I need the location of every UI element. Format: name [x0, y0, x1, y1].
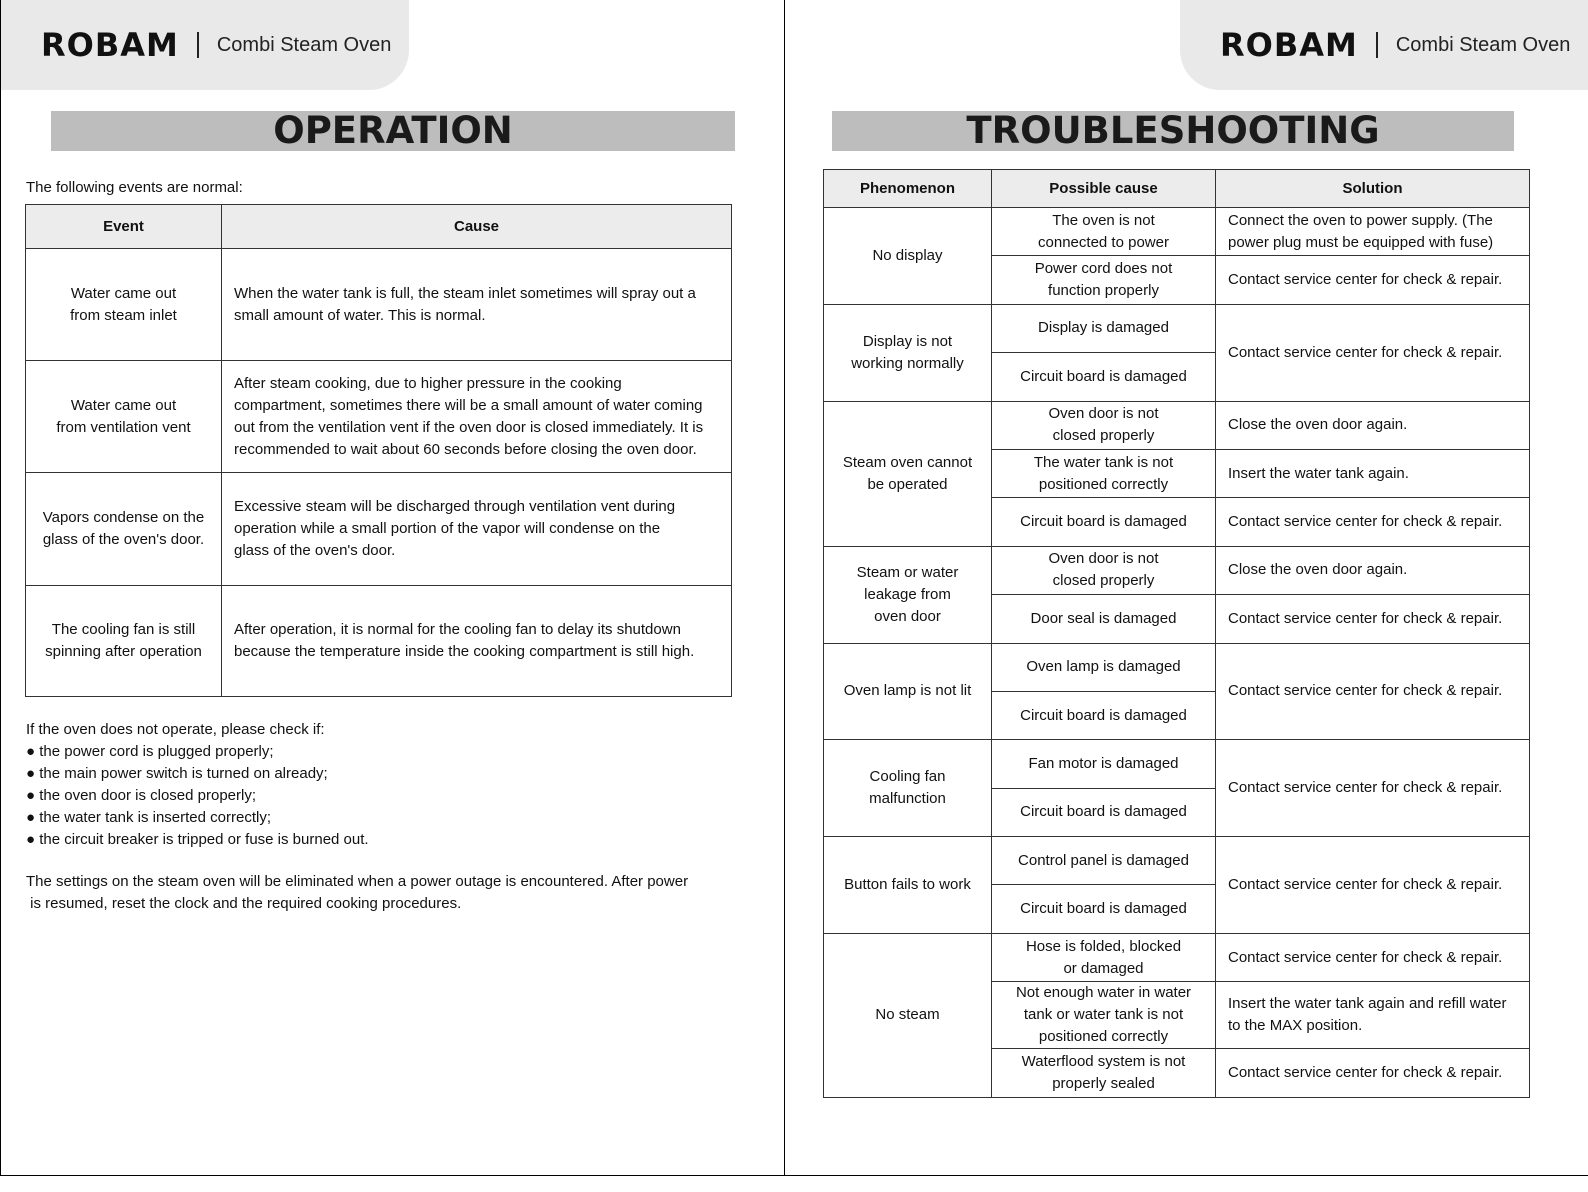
event-cell	[26, 361, 222, 473]
possible-cause-cell-line: tank or water tank is not	[1023, 1006, 1184, 1024]
event-cell	[26, 586, 222, 697]
possible-cause-cell-line: positioned correctly	[1038, 1028, 1169, 1046]
header-divider	[1376, 32, 1378, 58]
brand-logo: ROBAM	[41, 26, 179, 64]
possible-cause-cell-line: properly sealed	[1052, 1074, 1155, 1092]
operation-title: OPERATION	[51, 111, 735, 151]
checklist-item: ● the circuit breaker is tripped or fuse is burned out.	[26, 831, 369, 848]
phenomenon-cell	[824, 304, 992, 401]
phenomenon-cell	[824, 401, 992, 546]
troubleshooting-title: TROUBLESHOOTING	[832, 111, 1514, 151]
header-solution: Solution	[1216, 170, 1530, 208]
solution-cell-line: Contact service center for check & repair.	[1228, 779, 1503, 797]
event-cell-line: from steam inlet	[70, 306, 177, 324]
possible-cause-cell-line: or damaged	[1063, 959, 1144, 977]
table-row	[824, 208, 1530, 256]
solution-cell	[1216, 256, 1530, 304]
phenomenon-cell-line: leakage from	[864, 585, 951, 603]
possible-cause-cell	[992, 788, 1216, 836]
possible-cause-cell	[992, 498, 1216, 546]
solution-cell-line: Contact service center for check & repair.	[1228, 682, 1503, 700]
header-divider	[197, 32, 199, 58]
header-cause: Cause	[222, 205, 732, 249]
phenomenon-cell-line: malfunction	[869, 790, 946, 808]
cause-cell-line: After steam cooking, due to higher pressure in the cooking	[234, 374, 622, 392]
solution-cell	[1216, 933, 1530, 981]
phenomenon-cell	[824, 546, 992, 643]
solution-cell-line: Connect the oven to power supply. (The	[1228, 211, 1493, 229]
possible-cause-cell-line: Door seal is damaged	[1030, 609, 1177, 627]
power-outage-note	[26, 871, 688, 915]
possible-cause-cell-line: Oven door is not	[1048, 405, 1159, 423]
possible-cause-cell	[992, 449, 1216, 497]
cause-cell-line: operation while a small portion of the vapor will condense on the	[234, 520, 661, 537]
table-row	[824, 740, 1530, 788]
solution-cell-line: Contact service center for check & repair.	[1228, 609, 1503, 627]
possible-cause-cell-line: Circuit board is damaged	[1020, 706, 1187, 724]
phenomenon-cell-line: be operated	[867, 475, 948, 493]
cause-cell-line: compartment, sometimes there will be a small amount of water coming	[234, 396, 703, 414]
phenomenon-cell-line: No display	[872, 246, 943, 264]
header-tab-left	[1, 0, 409, 90]
phenomenon-cell-line: Oven lamp is not lit	[843, 682, 972, 700]
possible-cause-cell-line: function properly	[1048, 282, 1159, 300]
header-phenomenon: Phenomenon	[824, 170, 992, 208]
possible-cause-cell	[992, 933, 1216, 981]
possible-cause-cell-line: Oven lamp is damaged	[1026, 658, 1181, 676]
possible-cause-cell	[992, 837, 1216, 885]
possible-cause-cell	[992, 208, 1216, 256]
solution-cell-line: Contact service center for check & repair.	[1228, 343, 1503, 361]
solution-cell-line: Contact service center for check & repair.	[1228, 513, 1503, 531]
possible-cause-cell	[992, 1049, 1216, 1097]
solution-cell	[1216, 449, 1530, 497]
event-cell	[26, 473, 222, 586]
possible-cause-cell-line: Circuit board is damaged	[1020, 367, 1187, 385]
cause-cell-line: out from the ventilation vent if the oven door is closed immediately. It is	[234, 418, 704, 436]
checklist-item: ● the oven door is closed properly;	[26, 787, 257, 804]
solution-cell-line: Insert the water tank again.	[1228, 464, 1409, 482]
table-row	[824, 643, 1530, 691]
possible-cause-cell	[992, 982, 1216, 1049]
note-line: is resumed, reset the clock and the required cooking procedures.	[26, 895, 462, 912]
solution-cell	[1216, 498, 1530, 546]
event-cell-line: from ventilation vent	[56, 418, 191, 436]
solution-cell	[1216, 982, 1530, 1049]
possible-cause-cell	[992, 401, 1216, 449]
solution-cell-line: to the MAX position.	[1228, 1017, 1363, 1035]
solution-cell-line: Contact service center for check & repair.	[1228, 271, 1503, 289]
possible-cause-cell	[992, 256, 1216, 304]
solution-cell-line: Close the oven door again.	[1228, 416, 1408, 434]
solution-cell-line: Contact service center for check & repair.	[1228, 875, 1503, 893]
event-cell-line: The cooling fan is still	[51, 621, 196, 638]
phenomenon-cell-line: working normally	[851, 354, 964, 372]
cause-cell	[222, 473, 732, 586]
event-cell-line: spinning after operation	[45, 643, 202, 660]
possible-cause-cell-line: Circuit board is damaged	[1020, 513, 1187, 531]
possible-cause-cell-line: Circuit board is damaged	[1020, 803, 1187, 821]
solution-cell-line: Contact service center for check & repair.	[1228, 948, 1503, 966]
right-page	[784, 0, 1588, 1176]
phenomenon-cell-line: Display is not	[862, 332, 953, 350]
solution-cell	[1216, 643, 1530, 740]
possible-cause-cell-line: Oven door is not	[1048, 550, 1159, 568]
operation-intro: The following events are normal:	[26, 179, 243, 196]
solution-cell-line: Close the oven door again.	[1228, 561, 1408, 579]
cause-cell	[222, 586, 732, 697]
cause-cell-line: small amount of water. This is normal.	[234, 306, 486, 324]
header-possible-cause: Possible cause	[992, 170, 1216, 208]
possible-cause-cell-line: The oven is not	[1052, 211, 1155, 229]
cause-cell-line: Excessive steam will be discharged through ventilation vent during	[234, 498, 676, 515]
possible-cause-cell-line: positioned correctly	[1038, 475, 1169, 493]
event-cell	[26, 249, 222, 361]
event-cell-line: Vapors condense on the	[42, 509, 205, 526]
cause-cell-line: recommended to wait about 60 seconds before closing the oven door.	[234, 440, 697, 458]
phenomenon-cell-line: Button fails to work	[844, 875, 971, 893]
solution-cell-line: Insert the water tank again and refill water	[1228, 995, 1507, 1013]
possible-cause-cell	[992, 643, 1216, 691]
header-event: Event	[26, 205, 222, 249]
possible-cause-cell-line: Fan motor is damaged	[1028, 754, 1179, 772]
phenomenon-cell-line: Cooling fan	[869, 768, 946, 786]
solution-cell	[1216, 740, 1530, 837]
checklist-item: ● the main power switch is turned on already;	[26, 765, 328, 782]
possible-cause-cell	[992, 691, 1216, 739]
checklist-item: ● the power cord is plugged properly;	[26, 743, 274, 760]
possible-cause-cell-line: Waterflood system is not	[1021, 1052, 1186, 1070]
events-table	[25, 204, 732, 697]
event-cell-line: Water came out	[70, 284, 177, 302]
possible-cause-cell-line: Not enough water in water	[1015, 984, 1192, 1002]
solution-cell	[1216, 595, 1530, 643]
table-row	[26, 473, 732, 586]
possible-cause-cell-line: Circuit board is damaged	[1020, 900, 1187, 918]
solution-cell	[1216, 1049, 1530, 1097]
checklist-intro: If the oven does not operate, please check if:	[26, 721, 325, 738]
cause-cell-line: because the temperature inside the cooking compartment is still high.	[234, 643, 695, 660]
checklist-item: ● the water tank is inserted correctly;	[26, 809, 271, 826]
left-page	[0, 0, 784, 1176]
table-row	[26, 586, 732, 697]
product-name: Combi Steam Oven	[216, 33, 392, 56]
solution-cell-line: Contact service center for check & repair.	[1228, 1063, 1503, 1081]
possible-cause-cell	[992, 885, 1216, 933]
table-row	[824, 304, 1530, 352]
possible-cause-cell	[992, 740, 1216, 788]
possible-cause-cell-line: Display is damaged	[1038, 319, 1169, 337]
header-tab-right	[1180, 0, 1588, 90]
phenomenon-cell-line: oven door	[874, 607, 941, 625]
event-cell-line: Water came out	[70, 396, 177, 414]
checklist	[26, 719, 369, 851]
table-row	[26, 361, 732, 473]
possible-cause-cell-line: Control panel is damaged	[1018, 851, 1189, 869]
phenomenon-cell	[824, 933, 992, 1097]
solution-cell	[1216, 401, 1530, 449]
possible-cause-cell-line: closed properly	[1052, 427, 1155, 445]
phenomenon-cell	[824, 740, 992, 837]
solution-cell	[1216, 304, 1530, 401]
solution-cell	[1216, 208, 1530, 256]
solution-cell-line: power plug must be equipped with fuse)	[1228, 233, 1494, 251]
phenomenon-cell-line: Steam oven cannot	[842, 453, 973, 471]
cause-cell	[222, 361, 732, 473]
cause-cell	[222, 249, 732, 361]
table-row	[26, 249, 732, 361]
brand-logo: ROBAM	[1220, 26, 1358, 64]
phenomenon-cell	[824, 837, 992, 934]
table-row	[824, 933, 1530, 981]
note-line: The settings on the steam oven will be eliminated when a power outage is encountered. After power	[26, 873, 689, 890]
possible-cause-cell-line: connected to power	[1038, 233, 1169, 251]
phenomenon-cell	[824, 643, 992, 740]
troubleshooting-table	[823, 169, 1530, 1098]
possible-cause-cell-line: Power cord does not	[1034, 260, 1173, 278]
cause-cell-line: glass of the oven's door.	[234, 542, 396, 559]
cause-cell-line: When the water tank is full, the steam inlet sometimes will spray out a	[234, 284, 696, 302]
phenomenon-cell	[824, 208, 992, 305]
possible-cause-cell	[992, 304, 1216, 352]
possible-cause-cell	[992, 546, 1216, 594]
table-row	[824, 546, 1530, 594]
table-row	[824, 837, 1530, 885]
solution-cell	[1216, 546, 1530, 594]
possible-cause-cell-line: The water tank is not	[1033, 453, 1174, 471]
phenomenon-cell-line: Steam or water	[856, 563, 959, 581]
possible-cause-cell	[992, 353, 1216, 401]
event-cell-line: glass of the oven's door.	[42, 531, 205, 548]
cause-cell-line: After operation, it is normal for the cooling fan to delay its shutdown	[234, 621, 681, 638]
possible-cause-cell-line: Hose is folded, blocked	[1025, 937, 1182, 955]
table-row	[824, 401, 1530, 449]
possible-cause-cell	[992, 595, 1216, 643]
possible-cause-cell-line: closed properly	[1052, 572, 1155, 590]
solution-cell	[1216, 837, 1530, 934]
product-name: Combi Steam Oven	[1395, 33, 1571, 56]
phenomenon-cell-line: No steam	[875, 1006, 940, 1024]
